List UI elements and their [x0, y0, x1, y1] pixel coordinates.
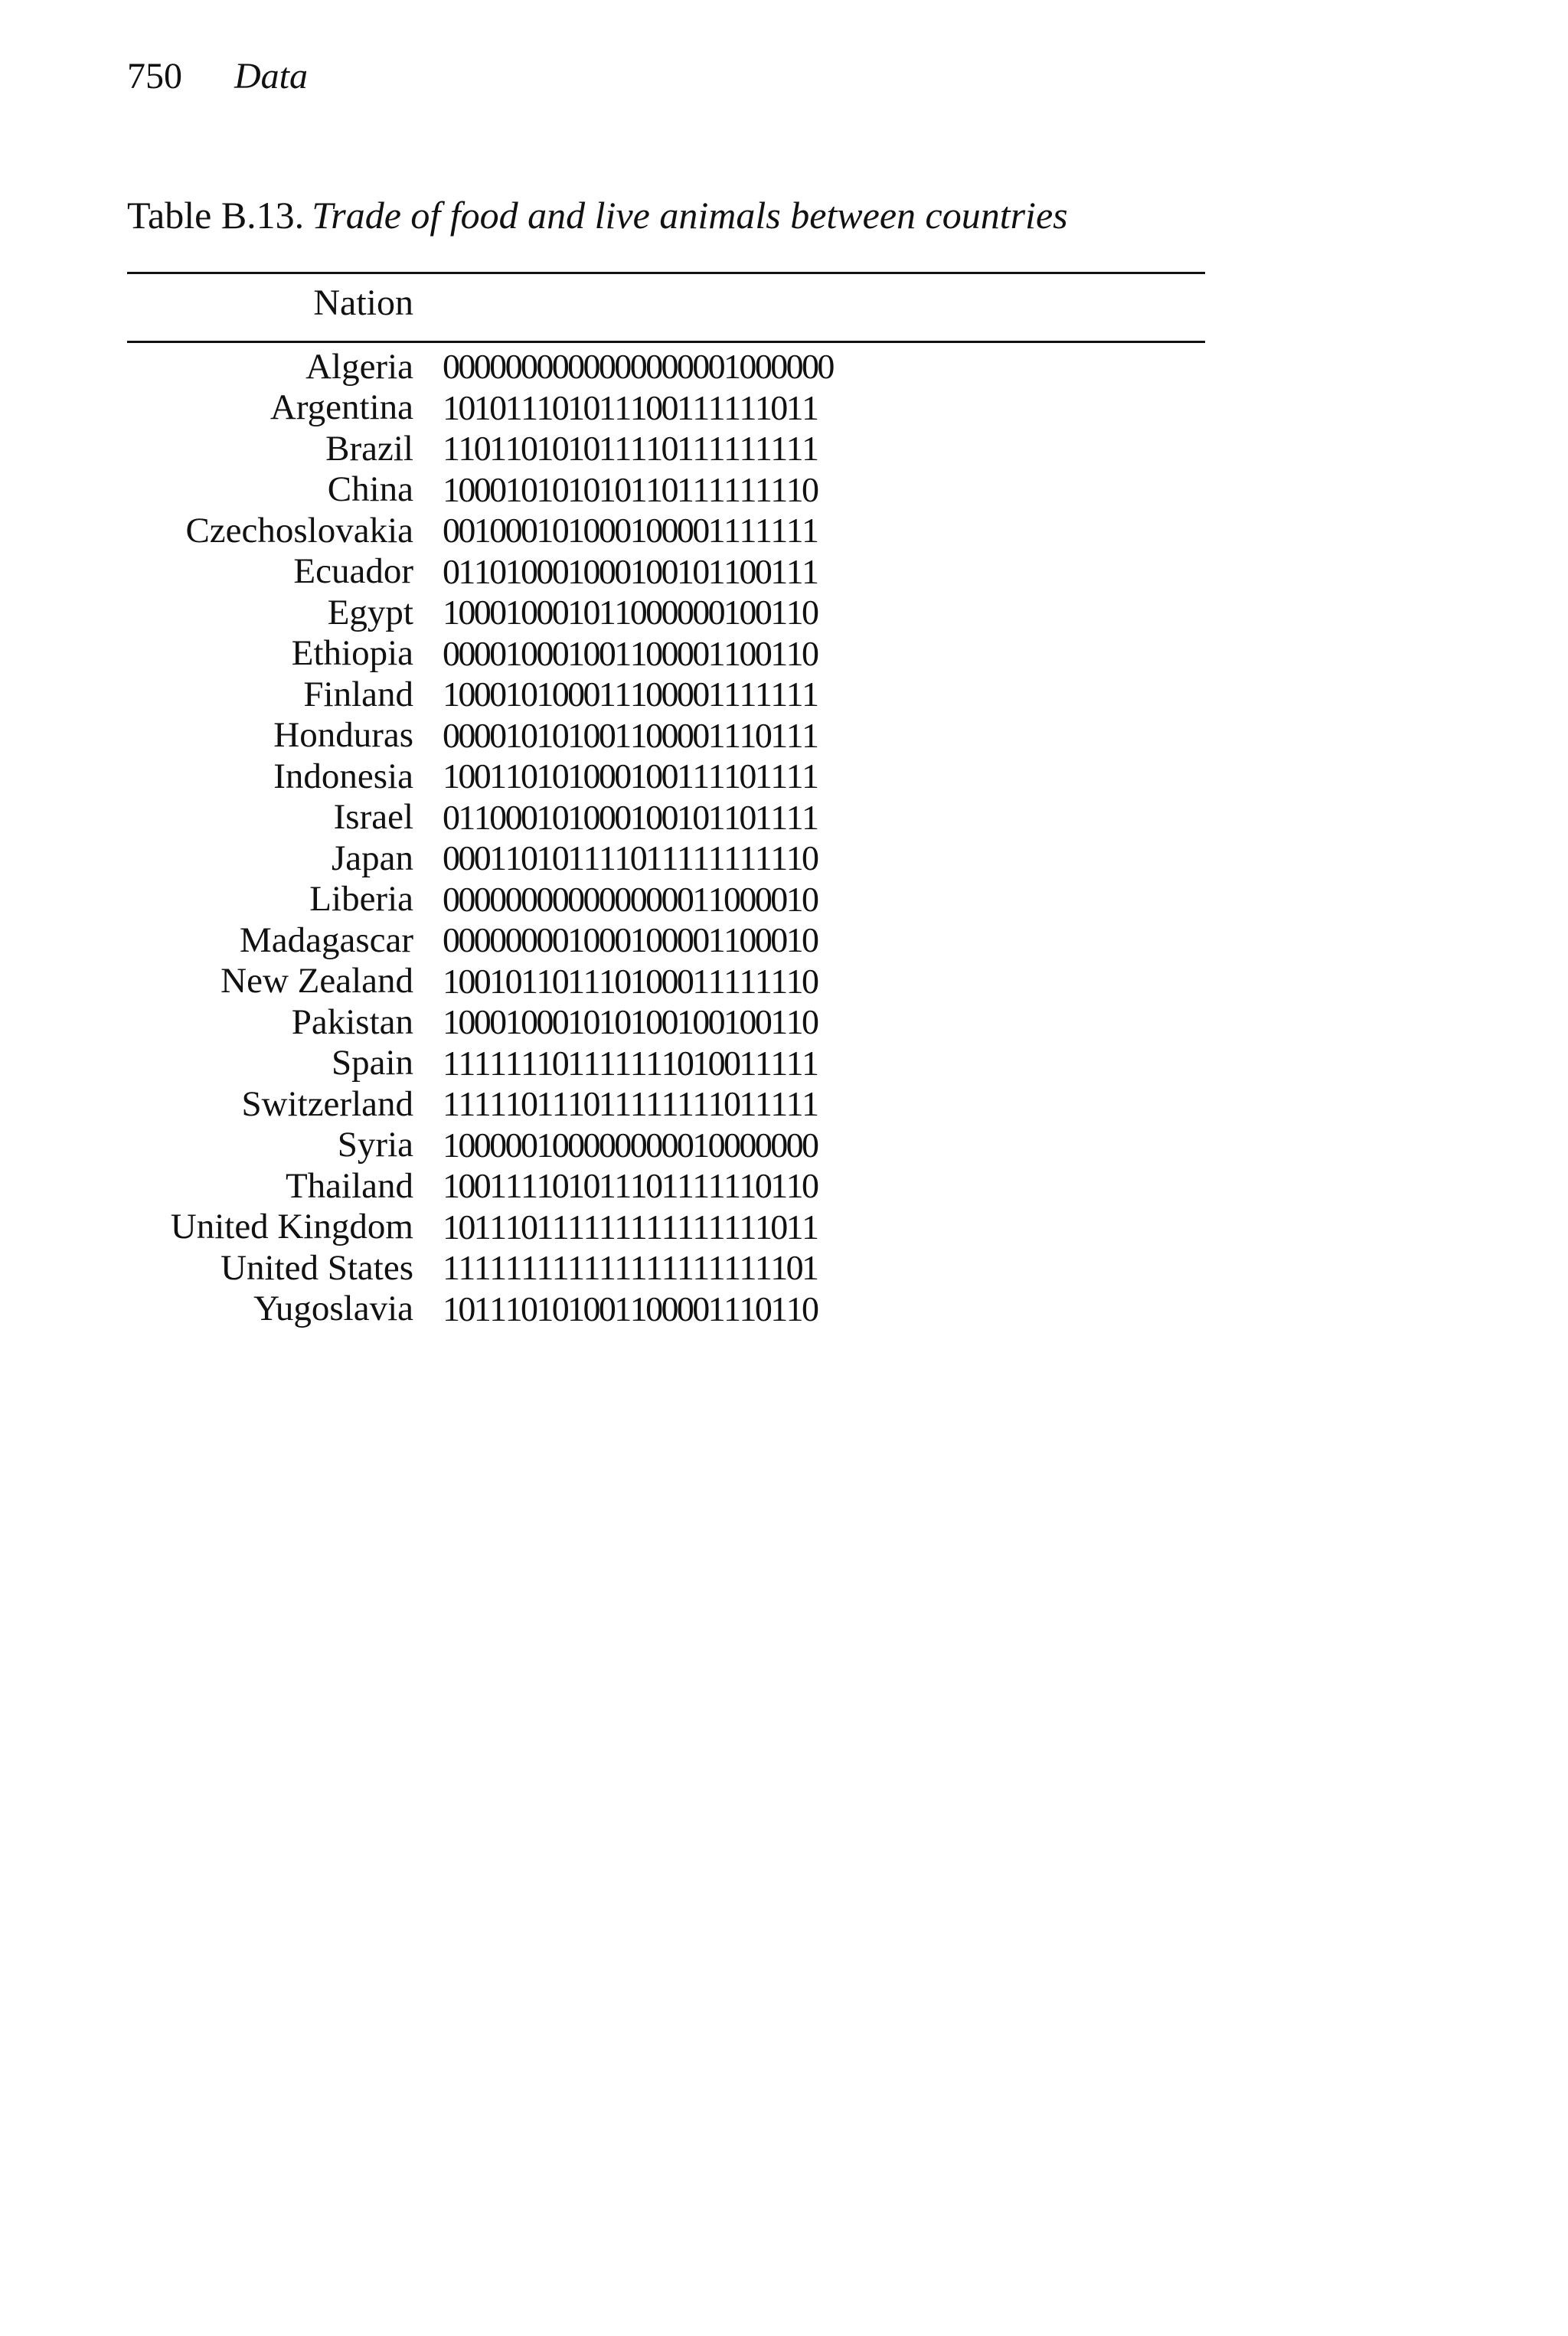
table-row	[127, 1165, 833, 1207]
nation-name: Switzerland	[241, 1083, 413, 1124]
table-row	[127, 715, 833, 756]
nation-name: Czechoslovakia	[185, 510, 413, 551]
nation-name: Algeria	[305, 346, 413, 387]
table-row	[127, 1043, 833, 1084]
nation-name: Egypt	[327, 592, 413, 632]
nation-name: Israel	[333, 797, 413, 838]
nation-name: New Zealand	[220, 961, 413, 1001]
nation-name: Japan	[331, 838, 413, 878]
nation-name: Brazil	[325, 428, 413, 469]
trade-pattern: 0 0 0 0 0 0 0 0 1 0 0 0 1 0 0 0 0 1 1 0 0 0 1 0	[443, 920, 819, 960]
trade-pattern: 1 1 0 1 1 0 1 0 1 0 1 1 1 1 0 1 1 1 1 1 1 1 1 1	[443, 429, 819, 469]
table-row	[127, 674, 833, 715]
table-row	[127, 1001, 833, 1043]
trade-pattern: 0 0 0 0 1 0 1 0 1 0 0 1 1 0 0 0 0 1 1 1 0 1 1 1	[443, 715, 819, 755]
trade-pattern: 0 1 1 0 0 0 1 0 1 0 0 0 1 0 0 1 0 1 1 0 1 1 1 1	[443, 797, 819, 837]
header-rule	[127, 341, 1205, 343]
nation-name: United Kingdom	[170, 1207, 413, 1247]
nation-name: Indonesia	[273, 756, 413, 796]
trade-pattern: 0 1 1 0 1 0 0 0 1 0 0 0 1 0 0 1 0 1 1 0 0 1 1 1	[443, 551, 819, 591]
nation-name: Finland	[303, 674, 413, 714]
trade-pattern: 1 1 1 1 1 0 1 1 1 0 1 1 1 1 1 1 1 1 0 1 1 1 1 1	[443, 1084, 819, 1124]
trade-pattern: 1 0 0 0 1 0 0 0 1 0 1 1 0 0 0 0 0 0 1 0 0 1 1 0	[443, 593, 819, 632]
trade-pattern: 0 0 0 0 0 0 0 0 0 0 0 0 0 0 0 0 0 0 1 0 0 0 0 0 0	[443, 347, 835, 387]
table-row	[127, 510, 833, 551]
nation-name: Liberia	[309, 879, 413, 920]
table-row	[127, 920, 833, 961]
table-row	[127, 1247, 833, 1289]
table-row	[127, 961, 833, 1002]
running-head	[127, 55, 308, 97]
trade-pattern: 1 1 1 1 1 1 1 0 1 1 1 1 1 1 1 0 1 0 0 1 1 1 1 1	[443, 1043, 819, 1083]
nation-name: Madagascar	[239, 920, 413, 960]
table-row	[127, 592, 833, 633]
nation-name: Pakistan	[291, 1001, 413, 1042]
table-row	[127, 1289, 833, 1330]
table-title: Trade of food and live animals between countries	[312, 194, 1068, 237]
trade-pattern: 0 0 1 0 0 0 1 0 1 0 0 0 1 0 0 0 0 1 1 1 1 1 1 1	[443, 511, 819, 551]
trade-pattern: 1 0 1 0 1 1 1 0 1 0 1 1 1 0 0 1 1 1 1 1 1 0 1 1	[443, 387, 819, 427]
section-title: Data	[234, 56, 308, 96]
nation-name: Syria	[337, 1125, 413, 1165]
trade-pattern: 1 0 1 1 1 0 1 0 1 0 0 1 1 0 0 0 0 1 1 1 0 1 1 0	[443, 1289, 819, 1328]
trade-pattern: 1 0 0 1 0 1 1 0 1 1 1 0 1 0 0 0 1 1 1 1 1 1 1 0	[443, 961, 819, 1001]
trade-pattern: 1 0 0 1 1 0 1 0 1 0 0 0 1 0 0 1 1 1 1 0 1 1 1 1	[443, 756, 819, 796]
table-row	[127, 551, 833, 593]
nation-name: United States	[220, 1247, 413, 1288]
nation-name: Argentina	[270, 387, 413, 428]
nation-name: Thailand	[285, 1165, 413, 1206]
table-row	[127, 879, 833, 920]
table-row	[127, 1083, 833, 1125]
table-row	[127, 633, 833, 675]
nation-name: Yugoslavia	[253, 1289, 413, 1329]
trade-pattern: 0 0 0 0 1 0 0 0 1 0 0 1 1 0 0 0 0 1 1 0 0 1 1 0	[443, 633, 819, 673]
nation-name: China	[327, 469, 413, 510]
trade-pattern: 1 0 0 0 0 0 1 0 0 0 0 0 0 0 0 0 1 0 0 0 0 0 0 0	[443, 1125, 819, 1165]
table-row	[127, 346, 833, 387]
table-row	[127, 797, 833, 838]
trade-pattern: 1 0 0 0 1 0 1 0 0 0 1 1 1 0 0 0 0 1 1 1 1 1 1 1	[443, 675, 819, 714]
trade-pattern: 1 0 0 0 1 0 1 0 1 0 1 0 1 1 0 1 1 1 1 1 1 1 1 0	[443, 469, 819, 509]
trade-pattern: 1 1 1 1 1 1 1 1 1 1 1 1 1 1 1 1 1 1 1 1 1 1 0 1	[443, 1248, 819, 1288]
nation-name: Ecuador	[293, 551, 413, 592]
table-caption	[127, 193, 1068, 237]
nation-name: Spain	[331, 1043, 413, 1083]
column-header-nation: Nation	[313, 283, 413, 323]
trade-pattern: 1 0 0 0 1 0 0 0 1 0 1 0 1 0 0 1 0 0 1 0 0 1 1 0	[443, 1002, 819, 1042]
page-number: 750	[127, 56, 182, 96]
table-row	[127, 1207, 833, 1248]
trade-table-body	[127, 346, 833, 1329]
table-row	[127, 1125, 833, 1166]
nation-name: Honduras	[273, 715, 413, 756]
table-row	[127, 428, 833, 469]
table-label: Table B.13.	[127, 194, 305, 237]
trade-pattern: 1 0 1 1 1 0 1 1 1 1 1 1 1 1 1 1 1 1 1 1 1 0 1 1	[443, 1207, 819, 1246]
top-rule	[127, 272, 1205, 274]
trade-pattern: 1 0 0 1 1 1 1 0 1 0 1 1 1 0 1 1 1 1 1 1 0 1 1 0	[443, 1166, 819, 1206]
table-row	[127, 387, 833, 429]
table-row	[127, 838, 833, 879]
table-row	[127, 469, 833, 511]
table-row	[127, 756, 833, 797]
trade-pattern: 0 0 0 1 1 0 1 0 1 1 1 1 0 1 1 1 1 1 1 1 1 1 1 0	[443, 838, 819, 878]
trade-pattern: 0 0 0 0 0 0 0 0 0 0 0 0 0 0 0 0 1 1 0 0 0 0 1 0	[443, 879, 819, 919]
nation-name: Ethiopia	[291, 633, 413, 674]
